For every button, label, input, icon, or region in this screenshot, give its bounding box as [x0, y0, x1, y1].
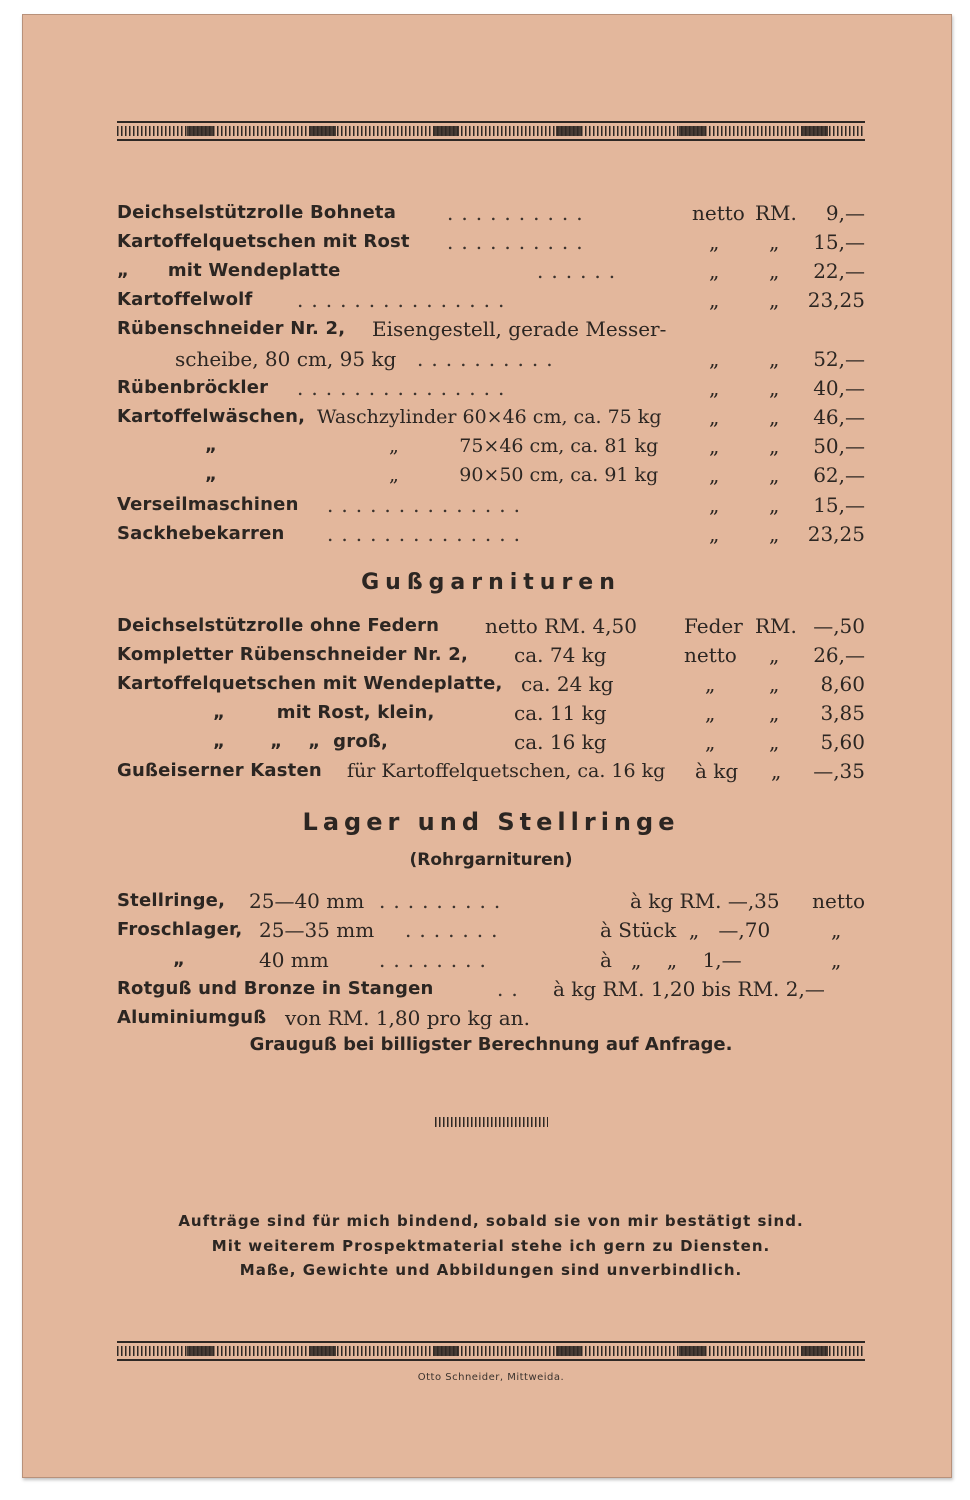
list-item [117, 612, 865, 640]
item-name: Kartoffelquetschen mit Rost [117, 231, 410, 252]
item-name: „ mit Wendeplatte [117, 260, 341, 281]
item-detail: ca. 11 kg [514, 701, 607, 725]
item-qty: „ [709, 259, 720, 283]
item-name: „ „ „ groß, [213, 731, 389, 752]
item-suffix: „ [831, 918, 842, 942]
list-item: „ mit Wendeplatte ...... „ „ 22,— [117, 259, 865, 283]
item-qty: „ [709, 376, 720, 400]
item-price: 52,— [813, 347, 865, 371]
item-qty: „ [705, 730, 716, 754]
item-name: Stellringe, [117, 890, 226, 911]
item-unit: „ [769, 701, 780, 725]
item-name: Deichselstützrolle Bohneta [117, 202, 397, 223]
item-name: Froschlager, [117, 919, 243, 940]
item-unit: RM. [755, 201, 797, 225]
item-name: „ [205, 435, 218, 456]
list-item: Rotguß und Bronze in Stangen .. à kg RM. 1,20 bis RM. 2,— [117, 977, 825, 1001]
item-name: „ [205, 464, 218, 485]
item-detail: 25—40 mm [249, 889, 365, 913]
item-detail: „ 90×50 cm, ca. 91 kg [389, 464, 659, 486]
item-qty: „ [709, 493, 720, 517]
item-price: 40,— [813, 376, 865, 400]
item-price: 23,25 [807, 522, 865, 546]
top-ornament-rule [117, 121, 865, 141]
list-item: Deichselstützrolle Bohneta .......... netto RM. 9,— [117, 201, 865, 225]
item-unit: „ [769, 493, 780, 517]
item-detail: von RM. 1,80 pro kg an. [285, 1006, 530, 1030]
item-qty: „ [709, 405, 720, 429]
item-name: „ [173, 949, 186, 970]
item-unit: „ [769, 230, 780, 254]
list-item [117, 1004, 865, 1032]
list-item [117, 670, 865, 698]
item-name: Rübenschneider Nr. 2, [117, 318, 346, 339]
list-item [117, 757, 865, 785]
item-qty: „ [709, 463, 720, 487]
item-name: Deichselstützrolle ohne Federn [117, 615, 440, 636]
item-qty: „ [709, 288, 720, 312]
item-name: „ mit Rost, klein, [213, 702, 435, 723]
item-detail: Eisengestell, gerade Messer- [372, 317, 667, 341]
item-qty: à kg [695, 759, 739, 783]
item-name: Verseilmaschinen [117, 494, 299, 515]
bottom-ornament-rule [117, 1341, 865, 1361]
item-unit: „ [769, 522, 780, 546]
item-price: 15,— [813, 493, 865, 517]
printer-imprint: Otto Schneider, Mittweida. [417, 1372, 565, 1383]
item-name: Kartoffelwolf [117, 289, 253, 310]
item-name: Kompletter Rübenschneider Nr. 2, [117, 644, 469, 665]
item-unit: „ [769, 434, 780, 458]
list-item [117, 461, 865, 489]
list-item: „ 40 mm ........ à „ „ 1,— „ [173, 948, 842, 972]
list-item: Stellringe, 25—40 mm ......... à kg RM. —,35 netto [117, 889, 865, 913]
item-unit: „ [769, 463, 780, 487]
item-qty: netto [684, 643, 737, 667]
list-item [117, 315, 865, 343]
item-suffix: „ [831, 948, 842, 972]
item-detail: netto RM. 4,50 [485, 614, 637, 638]
list-item [117, 728, 865, 756]
item-name: Sackhebekarren [117, 523, 285, 544]
item-unit-price: à „ „ 1,— [600, 948, 742, 972]
item-price: 46,— [813, 405, 865, 429]
item-name: Rübenbröckler [117, 377, 269, 398]
item-unit: „ [769, 347, 780, 371]
item-price: 5,60 [820, 730, 865, 754]
item-price: 3,85 [820, 701, 865, 725]
item-unit-price: à kg RM. —,35 [630, 889, 780, 913]
section-heading-gussgarnituren: Gußgarnituren [361, 570, 621, 595]
list-item: Rübenbröckler ............... „ „ 40,— [117, 376, 865, 400]
footer-note-1: Aufträge sind für mich bindend, sobald sie von mir bestätigt sind. [178, 1212, 804, 1230]
small-ornament-rule [435, 1117, 548, 1127]
section-heading-lager: Lager und Stellringe [302, 808, 680, 836]
list-item: scheibe, 80 cm, 95 kg .......... „ „ 52,— [175, 347, 865, 371]
list-item: Verseilmaschinen .............. „ „ 15,— [117, 493, 865, 517]
item-detail: für Kartoffelquetschen, ca. 16 kg [347, 760, 666, 782]
item-price: 62,— [813, 463, 865, 487]
list-item: Kartoffelwolf ............... „ „ 23,25 [117, 288, 865, 312]
list-item [117, 403, 865, 431]
item-detail: „ 75×46 cm, ca. 81 kg [389, 435, 659, 457]
item-detail: 40 mm [259, 948, 329, 972]
item-price: —,50 [813, 614, 865, 638]
item-detail: ca. 24 kg [521, 672, 614, 696]
item-price: 22,— [813, 259, 865, 283]
item-qty: „ [709, 230, 720, 254]
list-item [117, 432, 865, 460]
item-detail: ca. 74 kg [514, 643, 607, 667]
item-name: Kartoffelwäschen, [117, 406, 306, 427]
list-item: Sackhebekarren .............. „ „ 23,25 [117, 522, 865, 546]
list-item [117, 641, 865, 669]
item-qty: „ [709, 347, 720, 371]
item-detail: 25—35 mm [259, 918, 375, 942]
item-detail: Waschzylinder 60×46 cm, ca. 75 kg [317, 406, 662, 428]
item-qty: „ [705, 701, 716, 725]
item-suffix: netto [812, 889, 865, 913]
item-unit: „ [769, 672, 780, 696]
item-price: 26,— [813, 643, 865, 667]
item-unit: „ [769, 405, 780, 429]
item-unit: „ [769, 643, 780, 667]
item-unit: „ [769, 376, 780, 400]
list-item: Froschlager, 25—35 mm ....... à Stück „ —,70 „ [117, 918, 842, 942]
item-price: 15,— [813, 230, 865, 254]
item-price: —,35 [813, 759, 865, 783]
item-detail: scheibe, 80 cm, 95 kg [175, 347, 397, 371]
item-unit: „ [771, 759, 782, 783]
list-item [117, 699, 865, 727]
item-unit-price: à kg RM. 1,20 bis RM. 2,— [553, 977, 825, 1001]
item-unit: „ [769, 259, 780, 283]
item-price: 8,60 [820, 672, 865, 696]
section-subheading-rohrgarnituren: (Rohrgarnituren) [409, 850, 573, 870]
footer-note-3: Maße, Gewichte und Abbildungen sind unverbindlich. [239, 1261, 743, 1279]
item-qty: „ [705, 672, 716, 696]
list-item: Kartoffelquetschen mit Rost .......... „ „ 15,— [117, 230, 865, 254]
item-name: Rotguß und Bronze in Stangen [117, 978, 434, 999]
item-price: 50,— [813, 434, 865, 458]
item-unit: „ [769, 730, 780, 754]
item-price: 23,25 [807, 288, 865, 312]
item-unit: „ [769, 288, 780, 312]
footer-note-2: Mit weiterem Prospektmaterial stehe ich gern zu Diensten. [211, 1237, 771, 1255]
item-unit-price: à Stück „ —,70 [600, 918, 771, 942]
item-name: Kartoffelquetschen mit Wendeplatte, [117, 673, 503, 694]
grauguss-note: Grauguß bei billigster Berechnung auf Anfrage. [249, 1034, 733, 1055]
item-name: Gußeiserner Kasten [117, 760, 322, 781]
item-price: 9,— [825, 201, 865, 225]
item-qty: Feder [684, 614, 743, 638]
item-qty: netto [692, 201, 745, 225]
item-unit: RM. [755, 614, 797, 638]
item-name: Aluminiumguß [117, 1007, 267, 1028]
item-detail: ca. 16 kg [514, 730, 607, 754]
item-qty: „ [709, 522, 720, 546]
item-qty: „ [709, 434, 720, 458]
